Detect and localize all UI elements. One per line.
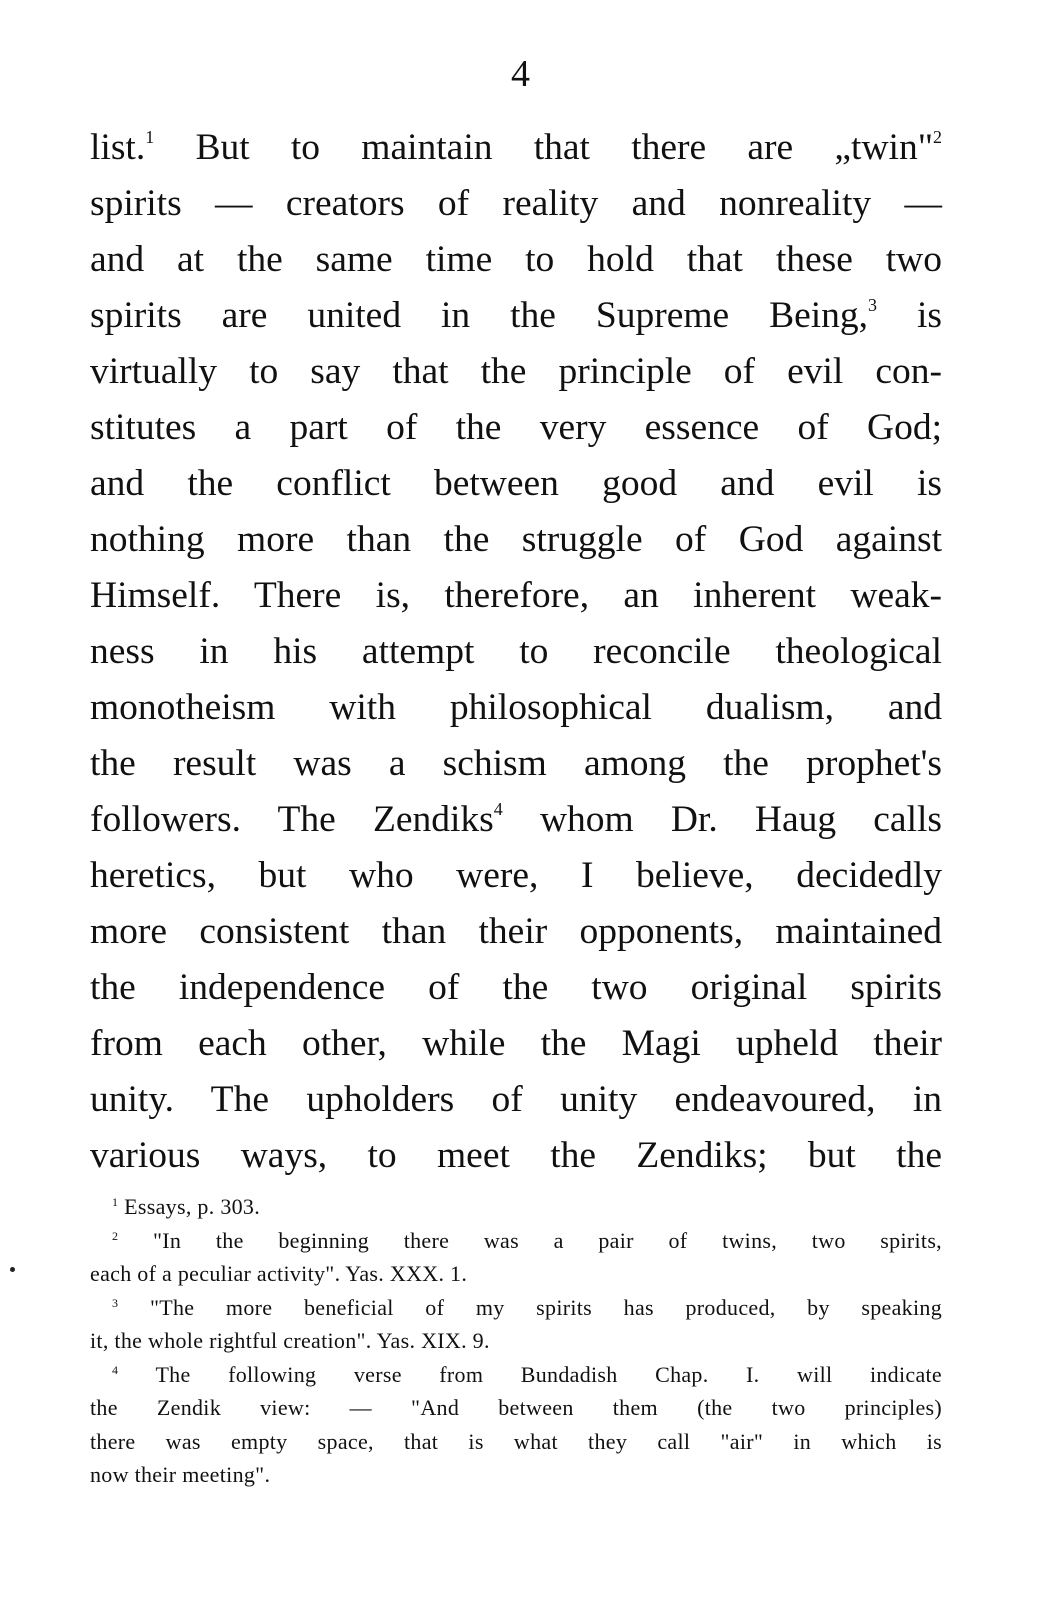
body-line (90, 400, 942, 456)
body-line (90, 232, 942, 288)
body-line-text: monotheism with philosophical dualism, and (90, 687, 942, 728)
body-line-text: the result was a schism among the prophet's (90, 743, 942, 784)
footnote-line (90, 1324, 942, 1358)
footnote-line (90, 1391, 942, 1425)
body-line (90, 904, 942, 960)
body-line-text: whom Dr. Haug calls (502, 799, 942, 840)
scan-speck (10, 1267, 15, 1272)
body-line-text: Himself. There is, therefore, an inherent weak- (90, 575, 942, 616)
body-line-text: followers. The Zendiks (90, 799, 494, 840)
footnote-text: The following verse from Bundadish Chap. I. will indicate (155, 1361, 942, 1387)
body-line (90, 848, 942, 904)
body-line-text: spirits are united in the Supreme Being, (90, 295, 869, 336)
footnote-text: Essays, p. 303. (124, 1194, 261, 1219)
body-line (90, 1016, 942, 1072)
footnote-line (90, 1358, 942, 1392)
footnote-ref: 3 (868, 295, 878, 315)
footnote-mark: 4 (112, 1362, 119, 1377)
body-line-text: nothing more than the struggle of God against (90, 519, 942, 560)
body-line-text: list. (90, 127, 146, 168)
footnote-line (90, 1458, 942, 1492)
body-line (90, 456, 942, 512)
body-text (90, 120, 942, 1184)
body-line-text: virtually to say that the principle of evil con- (90, 351, 942, 392)
body-line (90, 624, 942, 680)
page-number: 4 (511, 53, 530, 95)
body-line (90, 568, 942, 624)
body-line-text: heretics, but who were, I believe, decidedly (90, 855, 942, 896)
footnote-ref: 2 (933, 127, 942, 147)
footnote-text: "In the beginning there was a pair of twins, two spirits, (153, 1227, 942, 1253)
footnote-ref: 4 (493, 799, 503, 819)
body-line-text: various ways, to meet the Zendiks; but the (90, 1135, 942, 1176)
footnote-line (90, 1257, 942, 1291)
body-line-text: spirits — creators of reality and nonreality — (90, 183, 942, 224)
footnote-text: there was empty space, that is what they call "air" in which is (90, 1428, 942, 1454)
body-line (90, 288, 942, 344)
body-line-text: unity. The upholders of unity endeavoured, in (90, 1079, 942, 1120)
footnote-mark: 2 (112, 1228, 119, 1243)
footnote-line (90, 1425, 942, 1459)
footnote-line (90, 1291, 942, 1325)
footnote-ref: 1 (145, 127, 155, 147)
body-line-text: the independence of the two original spirits (90, 967, 942, 1008)
footnote-line (90, 1224, 942, 1258)
body-line-text: stitutes a part of the very essence of God; (90, 407, 942, 448)
footnote-text: the Zendik view: — "And between them (the two principles) (90, 1395, 942, 1420)
body-line (90, 344, 942, 400)
body-line-text: from each other, while the Magi upheld their (90, 1023, 942, 1064)
body-line (90, 960, 942, 1016)
footnote-text: each of a peculiar activity". Yas. XXX. 1. (90, 1261, 468, 1286)
body-line (90, 1128, 942, 1184)
body-line (90, 736, 942, 792)
footnote-text: it, the whole rightful creation". Yas. XIX. 9. (90, 1328, 490, 1353)
body-line (90, 512, 942, 568)
footnotes (90, 1190, 942, 1492)
body-line-text: and at the same time to hold that these two (90, 239, 942, 280)
footnote-mark: 3 (112, 1295, 119, 1310)
footnote-mark: 1 (112, 1195, 119, 1209)
footnote-line (90, 1190, 942, 1224)
body-line (90, 680, 942, 736)
body-line-text: and the conflict between good and evil is (90, 463, 942, 504)
footnote-text: "The more beneficial of my spirits has produced, by speaking (149, 1294, 942, 1320)
body-line (90, 120, 942, 176)
footnote-text: now their meeting". (90, 1462, 271, 1487)
body-line-text: more consistent than their opponents, maintained (90, 911, 942, 952)
body-line (90, 1072, 942, 1128)
body-line-text: is (877, 295, 942, 336)
body-line (90, 176, 942, 232)
body-line-text: ness in his attempt to reconcile theological (90, 631, 942, 672)
body-line-text: But to maintain that there are „twin" (154, 127, 933, 168)
body-line (90, 792, 942, 848)
